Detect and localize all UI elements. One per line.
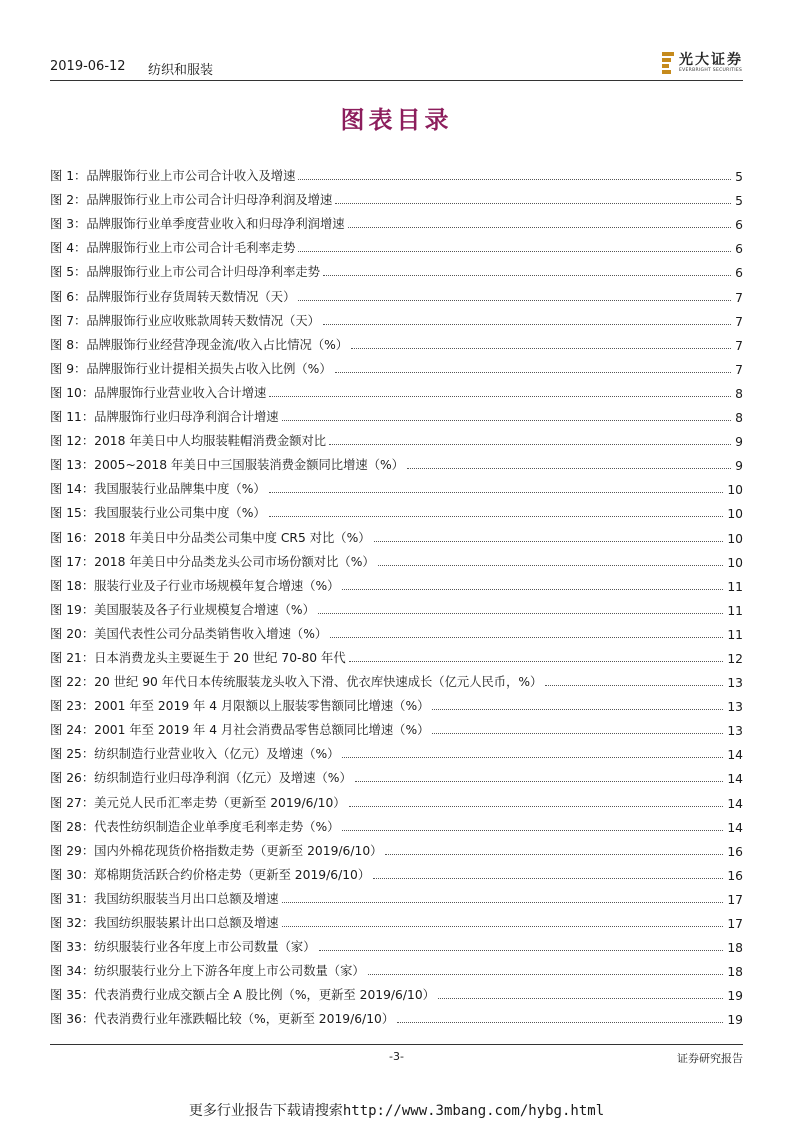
toc-dot-leader bbox=[330, 637, 723, 638]
toc-entry-page: 10 bbox=[727, 483, 743, 498]
download-prefix: 更多行业报告下载请搜索 bbox=[188, 1103, 343, 1119]
toc-entry-label: 图 18：服装行业及子行业市场规模年复合增速（%） bbox=[50, 578, 340, 593]
toc-entry-page: 17 bbox=[727, 917, 743, 931]
toc-entry[interactable] bbox=[50, 208, 743, 232]
toc-dot-leader bbox=[282, 420, 732, 421]
toc-entry-page: 14 bbox=[727, 796, 743, 811]
logo-chinese-name: 光大证券 bbox=[679, 52, 743, 68]
toc-entry-label: 图 25：纺织制造行业营业收入（亿元）及增速（%） bbox=[50, 747, 340, 762]
toc-dot-leader bbox=[355, 781, 724, 782]
toc-entry[interactable] bbox=[50, 329, 743, 353]
toc-entry[interactable] bbox=[50, 979, 743, 1003]
toc-entry[interactable] bbox=[50, 618, 743, 642]
toc-entry[interactable] bbox=[50, 883, 743, 907]
toc-entry[interactable] bbox=[50, 377, 743, 401]
toc-entry-label: 图 10：品牌服饰行业营业收入合计增速 bbox=[50, 385, 267, 400]
toc-dot-leader bbox=[298, 251, 731, 252]
toc-entry-label: 图 28：代表性纺织制造企业单季度毛利率走势（%） bbox=[50, 819, 340, 834]
toc-entry-label: 图 11：品牌服饰行业归母净利润合计增速 bbox=[50, 410, 279, 425]
toc-entry-label: 图 24：2001 年至 2019 年 4 月社会消费品零售总额同比增速（%） bbox=[50, 723, 430, 738]
toc-entry-page: 7 bbox=[735, 362, 743, 377]
toc-entry-page: 12 bbox=[727, 651, 743, 666]
toc-entry-label: 图 2：品牌服饰行业上市公司合计归母净利润及增速 bbox=[50, 193, 333, 208]
toc-dot-leader bbox=[319, 950, 724, 951]
toc-dot-leader bbox=[342, 830, 723, 831]
toc-entry-page: 8 bbox=[735, 386, 743, 401]
toc-entry-page: 10 bbox=[727, 555, 743, 570]
toc-entry-page: 6 bbox=[735, 242, 743, 257]
toc-entry[interactable] bbox=[50, 1003, 743, 1027]
toc-dot-leader bbox=[269, 492, 724, 493]
toc-entry[interactable] bbox=[50, 425, 743, 449]
toc-entry-page: 9 bbox=[735, 459, 743, 474]
toc-entry[interactable] bbox=[50, 666, 743, 690]
page-number: -3- bbox=[389, 1050, 404, 1063]
toc-entry[interactable] bbox=[50, 738, 743, 762]
toc-entry-label: 图 22：20 世纪 90 年代日本传统服装龙头收入下滑、优衣库快速成长（亿元人民币，%） bbox=[50, 675, 543, 690]
toc-dot-leader bbox=[298, 300, 731, 301]
toc-dot-leader bbox=[282, 926, 724, 927]
toc-entry-page: 16 bbox=[727, 844, 743, 859]
toc-dot-leader bbox=[318, 613, 723, 614]
download-notice bbox=[0, 1100, 793, 1120]
toc-dot-leader bbox=[374, 541, 724, 542]
header-divider bbox=[50, 80, 743, 81]
toc-entry[interactable] bbox=[50, 690, 743, 714]
toc-entry-label: 图 23：2001 年至 2019 年 4 月限额以上服装零售额同比增速（%） bbox=[50, 699, 430, 714]
toc-entry-label: 图 9：品牌服饰行业计提相关损失占收入比例（%） bbox=[50, 361, 332, 376]
toc-dot-leader bbox=[368, 974, 724, 975]
toc-entry-page: 14 bbox=[727, 772, 743, 787]
toc-entry[interactable] bbox=[50, 521, 743, 545]
toc-entry[interactable] bbox=[50, 931, 743, 955]
toc-entry-label: 图 19：美国服装及各子行业规模复合增速（%） bbox=[50, 602, 315, 617]
toc-entry-label: 图 35：代表消费行业成交额占全 A 股比例（%，更新至 2019/6/10） bbox=[50, 988, 435, 1003]
toc-entry[interactable] bbox=[50, 786, 743, 810]
toc-entry[interactable] bbox=[50, 184, 743, 208]
toc-entry[interactable] bbox=[50, 570, 743, 594]
toc-entry[interactable] bbox=[50, 907, 743, 931]
toc-entry[interactable] bbox=[50, 811, 743, 835]
page-header bbox=[50, 55, 743, 79]
toc-entry-label: 图 4：品牌服饰行业上市公司合计毛利率走势 bbox=[50, 241, 296, 256]
toc-dot-leader bbox=[282, 902, 724, 903]
toc-dot-leader bbox=[342, 589, 723, 590]
toc-dot-leader bbox=[269, 396, 731, 397]
toc-entry[interactable] bbox=[50, 714, 743, 738]
download-url[interactable]: http://www.3mbang.com/hybg.html bbox=[342, 1103, 605, 1119]
toc-entry-page: 16 bbox=[727, 868, 743, 883]
toc-entry-label: 图 26：纺织制造行业归母净利润（亿元）及增速（%） bbox=[50, 771, 352, 786]
toc-entry-page: 18 bbox=[727, 941, 743, 956]
toc-entry-label: 图 16：2018 年美日中分品类公司集中度 CR5 对比（%） bbox=[50, 530, 371, 545]
toc-entry-page: 17 bbox=[727, 892, 743, 907]
toc-entry[interactable] bbox=[50, 160, 743, 184]
toc-entry[interactable] bbox=[50, 762, 743, 786]
logo-mark-icon bbox=[662, 52, 674, 74]
toc-entry-label: 图 33：纺织服装行业各年度上市公司数量（家） bbox=[50, 940, 316, 955]
toc-dot-leader bbox=[348, 227, 732, 228]
toc-entry-label: 图 7：品牌服饰行业应收账款周转天数情况（天） bbox=[50, 313, 320, 328]
toc-entry-page: 13 bbox=[727, 724, 743, 739]
toc-entry-label: 图 36：代表消费行业年涨跌幅比较（%，更新至 2019/6/10） bbox=[50, 1012, 395, 1027]
toc-entry-label: 图 12：2018 年美日中人均服装鞋帽消费金额对比 bbox=[50, 434, 327, 449]
toc-entry[interactable] bbox=[50, 449, 743, 473]
toc-entry[interactable] bbox=[50, 546, 743, 570]
footer-divider bbox=[50, 1044, 743, 1045]
toc-entry-page: 5 bbox=[735, 194, 743, 209]
toc-entry-label: 图 30：郑棉期货活跃合约价格走势（更新至 2019/6/10） bbox=[50, 867, 371, 882]
toc-entry[interactable] bbox=[50, 642, 743, 666]
toc-entry-label: 图 32：我国纺织服装累计出口总额及增速 bbox=[50, 916, 279, 930]
toc-entry-page: 7 bbox=[735, 290, 743, 305]
toc-entry-page: 6 bbox=[735, 266, 743, 281]
toc-entry-label: 图 1：品牌服饰行业上市公司合计收入及增速 bbox=[50, 169, 296, 184]
toc-entry-label: 图 14：我国服装行业品牌集中度（%） bbox=[50, 482, 266, 497]
toc-entry-page: 11 bbox=[727, 603, 743, 618]
toc-entry-label: 图 6：品牌服饰行业存货周转天数情况（天） bbox=[50, 289, 296, 304]
toc-dot-leader bbox=[373, 878, 723, 879]
toc-dot-leader bbox=[438, 998, 723, 999]
toc-dot-leader bbox=[378, 565, 724, 566]
everbright-logo bbox=[662, 50, 743, 76]
figure-table-of-contents bbox=[50, 160, 743, 1027]
toc-dot-leader bbox=[349, 661, 724, 662]
toc-entry-page: 18 bbox=[727, 965, 743, 980]
toc-entry-page: 13 bbox=[727, 676, 743, 691]
toc-entry-page: 11 bbox=[727, 579, 743, 594]
toc-dot-leader bbox=[298, 179, 731, 180]
toc-entry[interactable] bbox=[50, 280, 743, 304]
toc-entry-page: 7 bbox=[735, 338, 743, 353]
toc-dot-leader bbox=[342, 757, 723, 758]
toc-dot-leader bbox=[432, 709, 723, 710]
toc-dot-leader bbox=[323, 324, 731, 325]
toc-entry-page: 14 bbox=[727, 748, 743, 763]
toc-entry-label: 图 21：日本消费龙头主要诞生于 20 世纪 70-80 年代 bbox=[50, 650, 346, 665]
toc-entry-label: 图 15：我国服装行业公司集中度（%） bbox=[50, 506, 266, 521]
toc-entry-label: 图 20：美国代表性公司分品类销售收入增速（%） bbox=[50, 626, 328, 641]
toc-entry-page: 13 bbox=[727, 700, 743, 715]
toc-dot-leader bbox=[323, 275, 731, 276]
toc-entry-page: 5 bbox=[735, 170, 743, 185]
toc-entry-label: 图 31：我国纺织服装当月出口总额及增速 bbox=[50, 891, 279, 906]
toc-dot-leader bbox=[351, 348, 731, 349]
footer-report-label: 证券研究报告 bbox=[677, 1052, 743, 1065]
toc-entry-page: 19 bbox=[727, 989, 743, 1004]
toc-entry-label: 图 34：纺织服装行业分上下游各年度上市公司数量（家） bbox=[50, 964, 365, 979]
toc-dot-leader bbox=[397, 1022, 723, 1023]
toc-entry[interactable] bbox=[50, 232, 743, 256]
toc-entry[interactable] bbox=[50, 353, 743, 377]
toc-entry-label: 图 5：品牌服饰行业上市公司合计归母净利率走势 bbox=[50, 265, 320, 280]
toc-entry-label: 图 3：品牌服饰行业单季度营业收入和归母净利润增速 bbox=[50, 217, 345, 232]
toc-entry-label: 图 13：2005~2018 年美日中三国服装消费金额同比增速（%） bbox=[50, 458, 404, 473]
toc-entry-label: 图 29：国内外棉花现货价格指数走势（更新至 2019/6/10） bbox=[50, 843, 383, 858]
logo-english-name: EVERBRIGHT SECURITIES bbox=[679, 68, 743, 73]
report-category: 纺织和服装 bbox=[148, 63, 214, 78]
toc-entry-page: 6 bbox=[735, 218, 743, 233]
toc-entry-page: 10 bbox=[727, 531, 743, 546]
toc-entry[interactable] bbox=[50, 594, 743, 618]
toc-entry[interactable] bbox=[50, 835, 743, 859]
toc-entry[interactable] bbox=[50, 401, 743, 425]
toc-dot-leader bbox=[329, 444, 731, 445]
toc-dot-leader bbox=[335, 372, 732, 373]
page-title: 图表目录 bbox=[340, 105, 453, 134]
toc-dot-leader bbox=[335, 203, 731, 204]
toc-dot-leader bbox=[432, 733, 723, 734]
toc-entry-page: 10 bbox=[727, 507, 743, 522]
toc-entry[interactable] bbox=[50, 859, 743, 883]
toc-entry[interactable] bbox=[50, 473, 743, 497]
toc-entry-page: 11 bbox=[727, 627, 743, 642]
toc-entry[interactable] bbox=[50, 256, 743, 280]
report-date: 2019-06-12 bbox=[50, 59, 126, 74]
toc-entry-label: 图 27：美元兑人民币汇率走势（更新至 2019/6/10） bbox=[50, 795, 346, 810]
toc-entry-page: 8 bbox=[735, 411, 743, 426]
toc-dot-leader bbox=[349, 806, 724, 807]
toc-entry-page: 7 bbox=[735, 314, 743, 329]
toc-entry-label: 图 17：2018 年美日中分品类龙头公司市场份额对比（%） bbox=[50, 554, 375, 569]
toc-entry[interactable] bbox=[50, 497, 743, 521]
toc-entry[interactable] bbox=[50, 955, 743, 979]
toc-dot-leader bbox=[269, 516, 724, 517]
toc-entry-page: 14 bbox=[727, 820, 743, 835]
toc-dot-leader bbox=[385, 854, 723, 855]
toc-entry-page: 19 bbox=[727, 1013, 743, 1028]
toc-entry-label: 图 8：品牌服饰行业经营净现金流/收入占比情况（%） bbox=[50, 337, 349, 352]
toc-dot-leader bbox=[407, 468, 731, 469]
toc-entry-page: 9 bbox=[735, 435, 743, 450]
toc-dot-leader bbox=[545, 685, 723, 686]
toc-entry[interactable] bbox=[50, 305, 743, 329]
